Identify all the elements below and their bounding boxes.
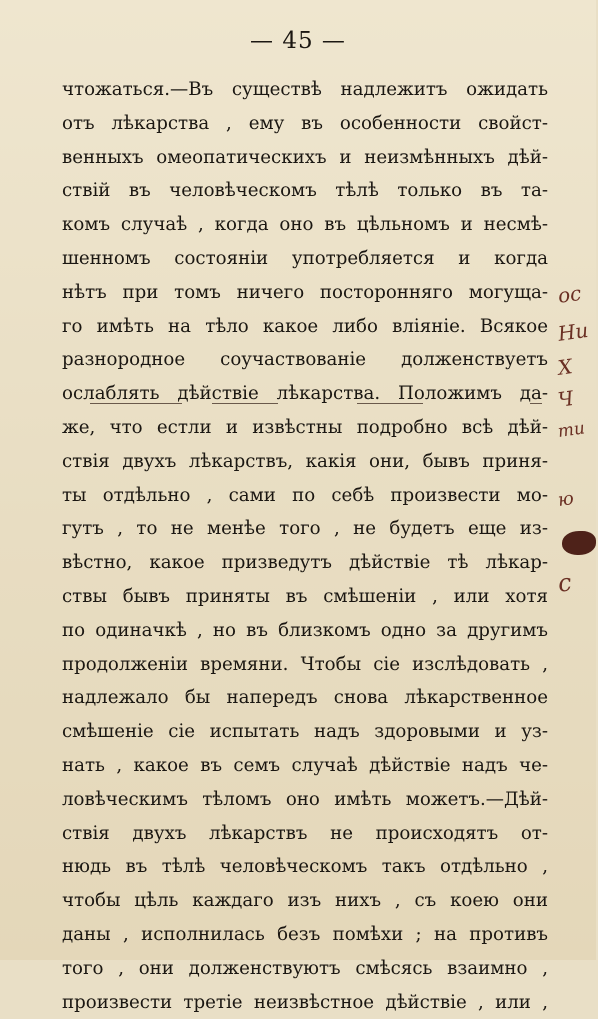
text-line: ослаблять дѣйствіе лѣкарства. Положимъ да-	[62, 383, 548, 405]
handwritten-underline	[212, 403, 278, 404]
text-line: произвести третіе неизвѣстное дѣйствіе , или ,	[62, 991, 548, 1013]
margin-note: Ни	[556, 317, 590, 346]
text-line: ствій въ человѣческомъ тѣлѣ только въ та-	[62, 180, 548, 202]
text-line: гутъ , то не менѣе того , не будетъ еще из-	[62, 518, 548, 540]
text-line: шенномъ состояніи употребляется и когда	[62, 247, 548, 269]
margin-note: ти	[556, 418, 587, 442]
text-line: разнородное соучаствованіе долженствуетъ	[62, 349, 548, 371]
text-line: нать , какое въ семъ случаѣ дѣйствіе надъ че-	[62, 754, 548, 776]
handwritten-underline	[90, 403, 182, 404]
text-line: отъ лѣкарства , ему въ особенности свойст-	[62, 112, 548, 134]
text-line: продолженіи времяни. Чтобы сіе изслѣдовать ,	[62, 653, 548, 675]
text-line: комъ случаѣ , когда оно въ цѣльномъ и несмѣ-	[62, 214, 548, 236]
text-line: ствы бывъ приняты въ смѣшеніи , или хотя	[62, 585, 548, 607]
text-line: ловѣческимъ тѣломъ оно имѣть можетъ.—Дѣй-	[62, 788, 548, 810]
text-line: ты отдѣльно , сами по себѣ произвести мо-	[62, 484, 548, 506]
margin-note: ю	[556, 487, 576, 511]
text-line: чтобы цѣль каждаго изъ нихъ , съ коею они	[62, 890, 548, 912]
text-line: же, что естли и извѣстны подробно всѣ дѣй-	[62, 416, 548, 438]
text-line: ствія двухъ лѣкарствъ не происходятъ от-	[62, 822, 548, 844]
text-line: смѣшеніе сіе испытать надъ здоровыми и уз-	[62, 721, 548, 743]
margin-annotations	[556, 280, 596, 616]
text-line: даны , исполнилась безъ помѣхи ; на противъ	[62, 923, 548, 945]
body-text	[62, 73, 548, 1019]
text-line: нюдь въ тѣлѣ человѣческомъ такъ отдѣльно ,	[62, 856, 548, 878]
ink-blot	[562, 531, 596, 555]
handwritten-underline	[357, 403, 423, 404]
text-line: ствія двухъ лѣкарствъ, какія они, бывъ приня-	[62, 450, 548, 472]
text-line: того , они долженствуютъ смѣсясь взаимно ,	[62, 957, 548, 979]
text-line: надлежало бы напередъ снова лѣкарственное	[62, 687, 548, 709]
text-line: по одиначкѣ , но въ близкомъ одно за другимъ	[62, 619, 548, 641]
text-line: вѣстно, какое призведутъ дѣйствіе тѣ лѣкар-	[62, 552, 548, 574]
margin-note: Ч	[556, 385, 575, 412]
text-line: чтожаться.—Въ существѣ надлежитъ ожидать	[62, 79, 548, 100]
margin-note: с	[556, 568, 574, 598]
text-line: венныхъ омеопатическихъ и неизмѣнныхъ дѣй-	[62, 146, 548, 168]
text-line: го имѣть на тѣло какое либо вліяніе. Всякое	[62, 315, 548, 337]
margin-note: Х	[556, 354, 574, 380]
margin-note: ос	[556, 280, 583, 308]
handwritten-underline	[530, 403, 542, 404]
page-number: — 45 —	[250, 28, 346, 54]
text-line: нѣтъ при томъ ничего посторонняго могуща-	[62, 281, 548, 303]
